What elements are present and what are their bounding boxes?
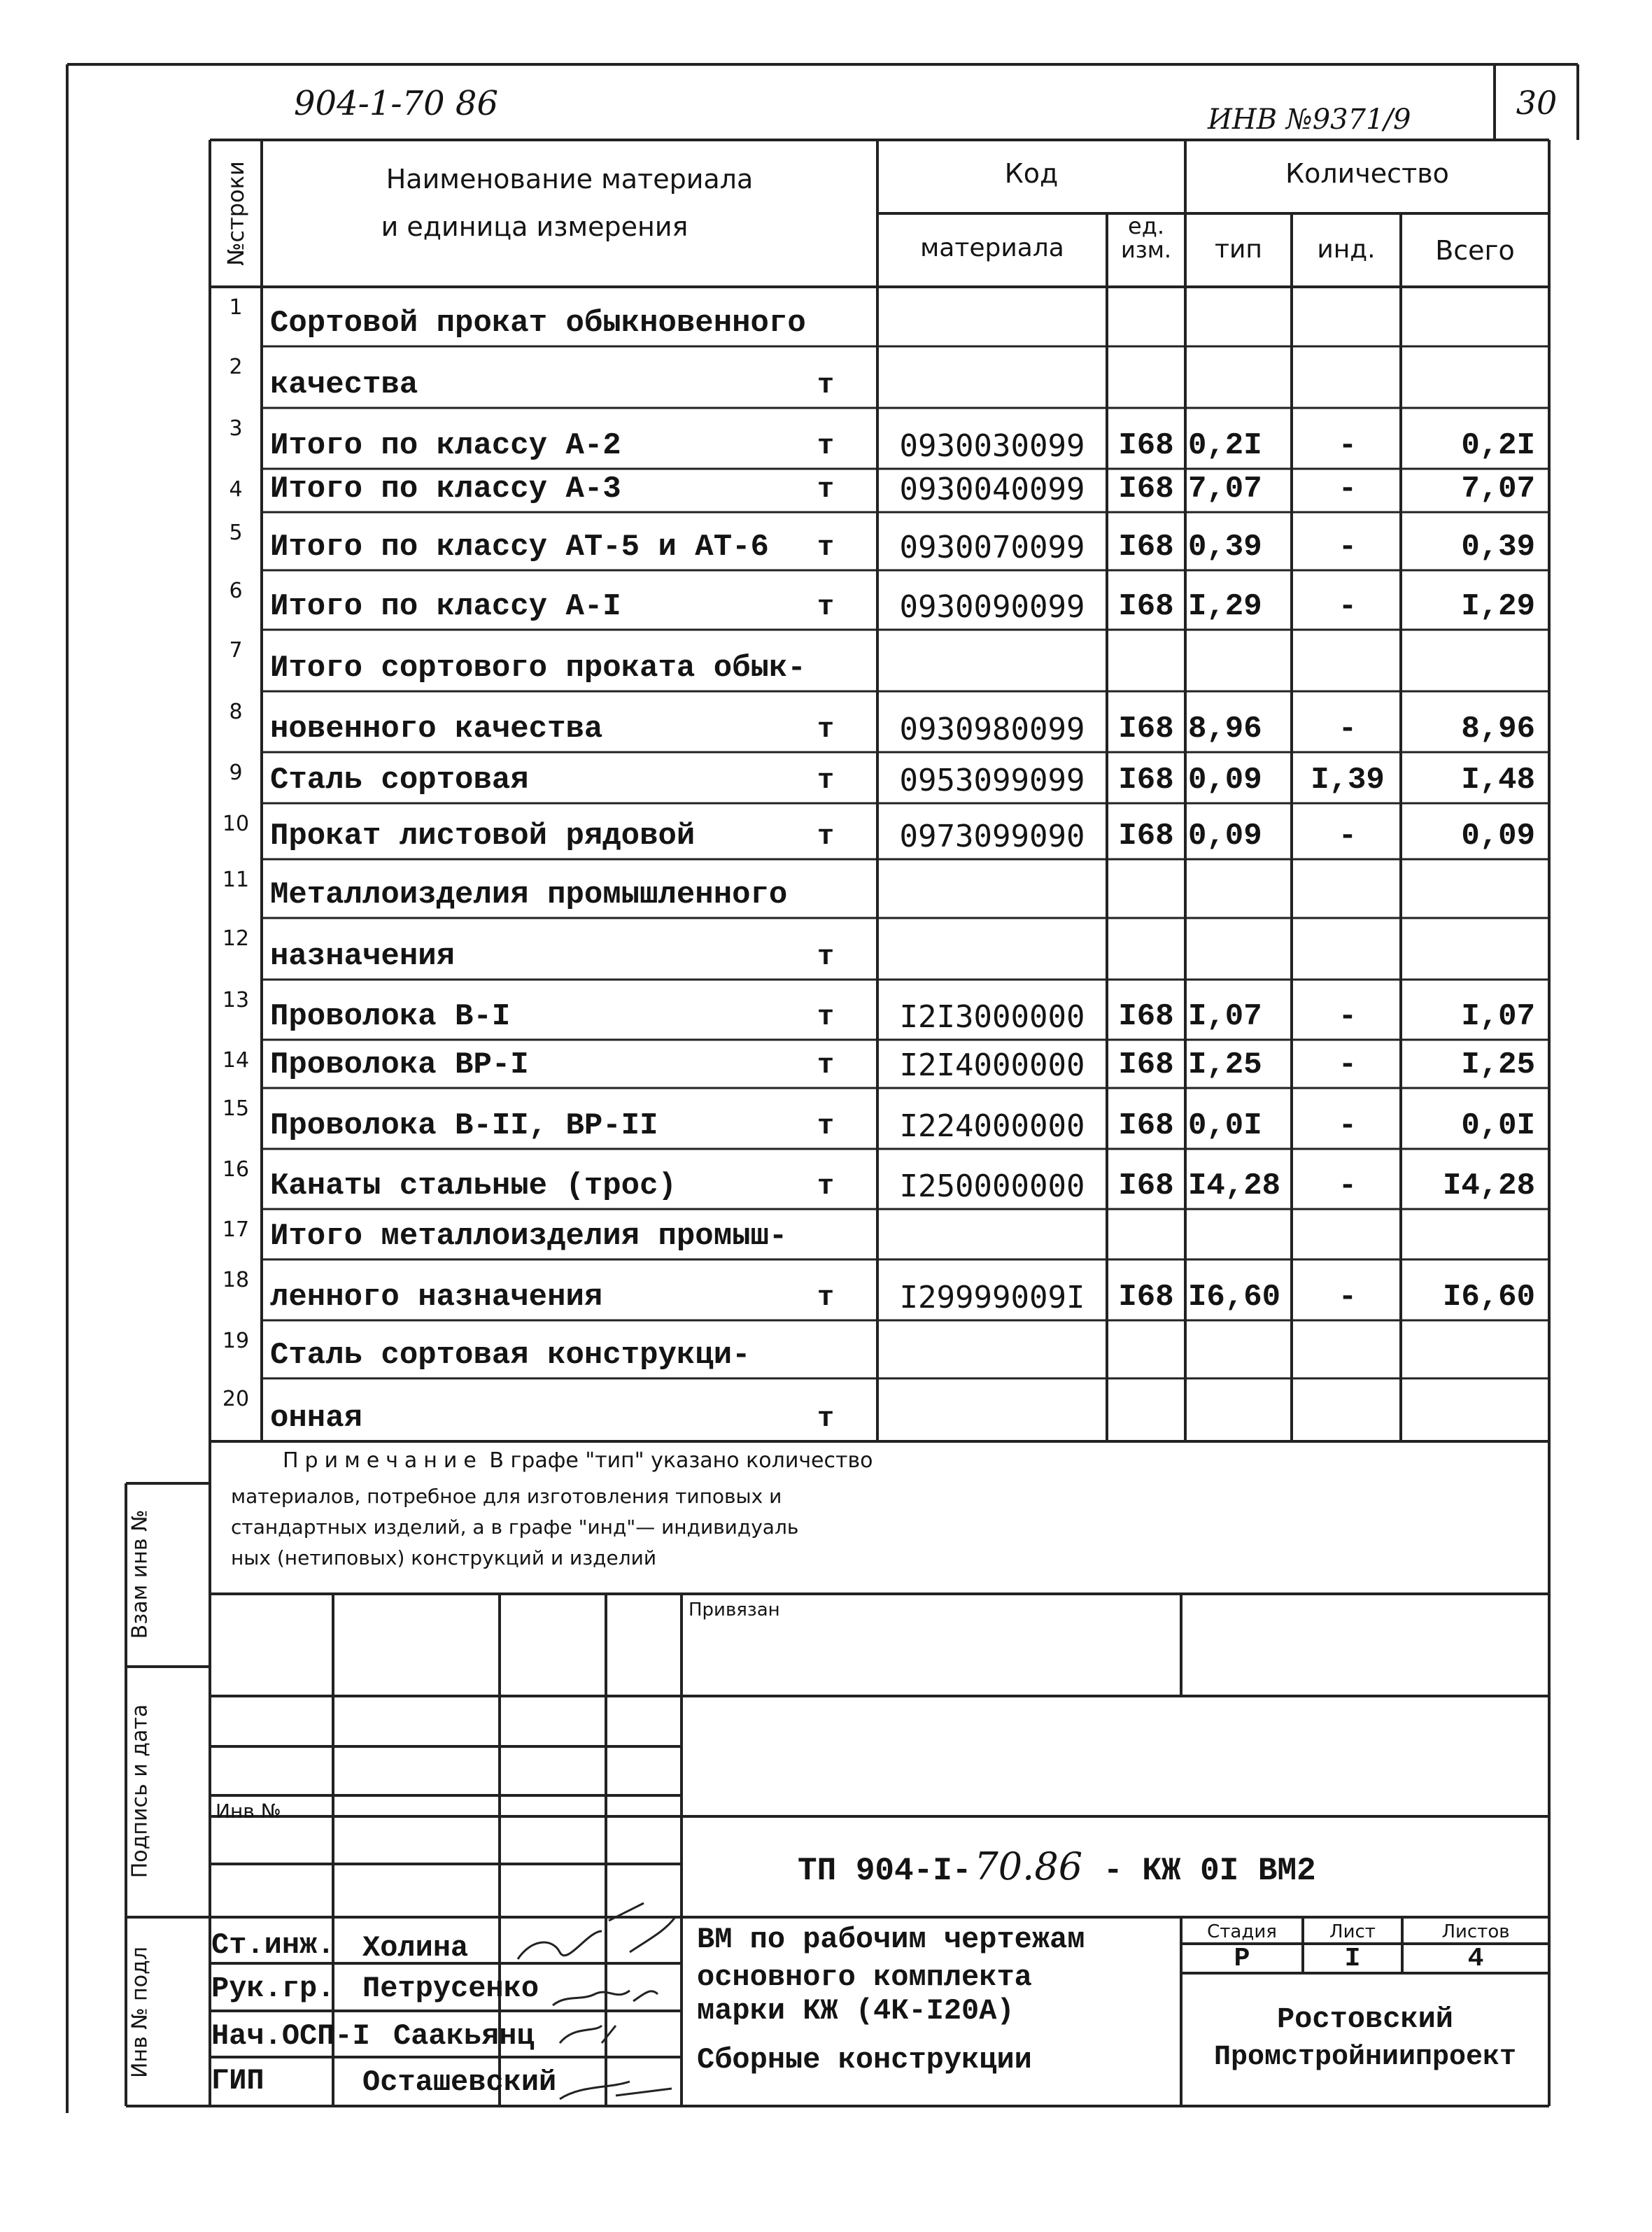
material-name: ленного назначения [270,1280,603,1315]
qty-ind: - [1338,712,1357,747]
material-name: Проволока В-II, ВР-II [270,1108,658,1143]
qty-type: I,07 [1188,999,1262,1034]
qty-type: 0,09 [1188,819,1262,854]
material-code: 0930040099 [899,472,1085,507]
designation [798,1844,1316,1889]
name-header-line2: и единица измерения [381,211,689,242]
qty-ind: - [1338,1168,1357,1203]
material-name: Сталь сортовая [270,763,529,798]
inventory-number: ИНВ №9371/9 [1208,104,1411,136]
qty-total: I,29 [1461,589,1535,624]
staff-name-2: Петрусенко [362,1972,539,2005]
unit-code: I68 [1118,763,1174,798]
material-name: Сталь сортовая конструкци- [270,1338,751,1373]
material-name: Прокат листовой рядовой [270,819,696,854]
qty-ind: - [1338,999,1357,1034]
unit-symbol: т [817,431,834,462]
row-number: 11 [222,868,250,892]
unit-symbol: т [817,1283,834,1314]
code-group-header: Код [1004,158,1059,189]
material-name: Итого по классу А-I [270,589,621,624]
unit-symbol: т [817,942,834,973]
unit-symbol: т [817,370,834,402]
row-number: 2 [229,355,243,379]
unit-code: I68 [1118,530,1174,565]
row-number: 10 [222,812,250,836]
qty-ind: I,39 [1311,763,1385,798]
note-title: Примечание [283,1448,483,1473]
unit-symbol: т [817,474,834,506]
qty-total: 0,2I [1461,428,1535,463]
unit-symbol: т [817,714,834,746]
qty-total: I6,60 [1442,1280,1535,1315]
code-material-header: материала [920,234,1064,262]
qty-ind: - [1338,1108,1357,1143]
qty-total: I4,28 [1442,1168,1535,1203]
material-code: I224000000 [899,1108,1085,1144]
qty-type: 0,0I [1188,1108,1262,1143]
qty-type: I,25 [1188,1047,1262,1082]
unit-code: I68 [1118,1108,1174,1143]
page-number: 30 [1516,84,1558,122]
qty-ind: - [1338,530,1357,565]
designation-suffix: - КЖ 0I ВМ2 [1103,1853,1316,1889]
staff-role-1: Ст.инж. [211,1928,335,1962]
material-code: 0930980099 [899,712,1085,747]
note-line1 [283,1448,873,1473]
row-number: 14 [222,1048,250,1073]
unit-code: I68 [1118,428,1174,463]
unit-symbol: т [817,1404,834,1435]
material-code: 0973099090 [899,819,1085,854]
designation-prefix: ТП 904-I- [798,1853,972,1889]
unit-code: I68 [1118,1280,1174,1315]
qty-type: 0,09 [1188,763,1262,798]
side-label-signature-date: Подпись и дата [127,1704,153,1879]
staff-role-3: Нач.ОСП-I [211,2019,370,2053]
unit-code: I68 [1118,472,1174,507]
title-line2: основного комплекта [697,1961,1032,1994]
material-name: Канаты стальные (трос) [270,1168,677,1203]
unit-symbol: т [817,821,834,853]
material-name: онная [270,1401,363,1436]
row-number: 6 [229,579,243,603]
title-line4: Сборные конструкции [697,2043,1032,2077]
side-label-replace-inv: Взам инв № [127,1509,153,1639]
qty-ind: - [1338,589,1357,624]
title-line1: ВМ по рабочим чертежам [697,1923,1085,1956]
title-line3: марки КЖ (4К-I20А) [697,1994,1015,2028]
staff-name-1: Холина [362,1931,469,1965]
row-number: 9 [229,761,243,785]
qty-type: I6,60 [1188,1280,1281,1315]
material-name: Итого по классу АТ-5 и АТ-6 [270,530,769,565]
sheets-header: Листов [1441,1921,1510,1942]
row-number-header: №строки [223,161,249,266]
material-code: I2I4000000 [899,1047,1085,1083]
qty-total: 0,39 [1461,530,1535,565]
qty-total: I,48 [1461,763,1535,798]
unit-symbol: т [817,1171,834,1203]
qty-ind: - [1338,472,1357,507]
material-code: 0930070099 [899,530,1085,565]
row-number: 3 [229,416,243,441]
qty-ind: - [1338,1047,1357,1082]
unit-symbol: т [817,765,834,797]
material-code: 0953099099 [899,763,1085,798]
sheet-header: Лист [1329,1921,1376,1942]
unit-code: I68 [1118,589,1174,624]
qty-type: I,29 [1188,589,1262,624]
qty-ind: - [1338,1280,1357,1315]
material-name: Металлоизделия промышленного [270,877,788,912]
material-name: новенного качества [270,712,603,747]
material-name: Итого по классу А-2 [270,428,621,463]
material-code: 0930030099 [899,428,1085,464]
row-number: 12 [222,926,250,951]
row-number: 18 [222,1268,250,1292]
qty-total: 7,07 [1461,472,1535,507]
material-name: Итого по классу А-3 [270,472,621,507]
material-name: качества [270,367,418,402]
material-name: Итого металлоизделия промыш- [270,1219,788,1254]
privyazan-label: Привязан [689,1599,780,1620]
row-number: 1 [229,295,243,320]
qty-ind: - [1338,819,1357,854]
material-name: назначения [270,939,456,974]
unit-code: I68 [1118,819,1174,854]
qty-total: I,25 [1461,1047,1535,1082]
qty-type: I4,28 [1188,1168,1281,1203]
staff-name-4: Осташевский [362,2065,557,2099]
material-code: 0930090099 [899,589,1085,625]
qty-type: 0,2I [1188,428,1262,463]
material-name: Сортовой прокат обыкновенного [270,306,806,341]
row-number: 20 [222,1387,250,1411]
code-unit-header: ед. изм. [1120,213,1172,263]
material-code: I2I3000000 [899,999,1085,1035]
organization-line2: Промстройниипроект [1213,2042,1517,2073]
row-number: 5 [229,521,243,545]
material-name: Проволока В-I [270,999,511,1034]
quantity-group-header: Количество [1285,158,1449,189]
material-name: Проволока ВР-I [270,1047,529,1082]
unit-symbol: т [817,1050,834,1082]
qty-type-header: тип [1215,235,1262,264]
unit-code: I68 [1118,1168,1174,1203]
staff-name-3: Саакьянц [393,2019,535,2053]
unit-code: I68 [1118,999,1174,1034]
row-number: 19 [222,1329,250,1353]
stage-value: Р [1234,1944,1250,1974]
qty-total: 0,09 [1461,819,1535,854]
staff-role-4: ГИП [211,2064,264,2098]
qty-total: I,07 [1461,999,1535,1034]
inv-no-label: Инв № [216,1800,281,1823]
qty-type: 7,07 [1188,472,1262,507]
note-text1: В графе "тип" указано количество [482,1448,873,1473]
qty-total-header: Всего [1435,235,1515,266]
unit-symbol: т [817,1111,834,1143]
qty-total: 0,0I [1461,1108,1535,1143]
row-number: 13 [222,988,250,1012]
row-number: 16 [222,1157,250,1182]
row-number: 15 [222,1096,250,1121]
row-number: 17 [222,1217,250,1242]
material-code: I29999009I [899,1280,1085,1315]
unit-symbol: т [817,532,834,564]
material-code: I250000000 [899,1168,1085,1204]
unit-code: I68 [1118,1047,1174,1082]
stage-header: Стадия [1207,1921,1277,1942]
sheet-value: I [1344,1944,1361,1974]
sheets-value: 4 [1467,1944,1484,1974]
unit-code: I68 [1118,712,1174,747]
qty-ind-header: инд. [1317,235,1376,264]
material-name: Итого сортового проката обык- [270,651,806,686]
doc-code: 904-1-70 86 [294,84,499,123]
qty-total: 8,96 [1461,712,1535,747]
row-number: 4 [229,477,243,502]
designation-handwritten: 70.86 [974,1844,1083,1888]
row-number: 8 [229,700,243,724]
note-line4: ных (нетиповых) конструкций и изделий [231,1546,657,1569]
qty-type: 0,39 [1188,530,1262,565]
unit-symbol: т [817,592,834,623]
unit-symbol: т [817,1002,834,1033]
qty-ind: - [1338,428,1357,463]
note-line3: стандартных изделий, а в графе "инд"— индивидуаль [231,1516,799,1539]
note-line2: материалов, потребное для изготовления типовых и [231,1485,782,1508]
qty-type: 8,96 [1188,712,1262,747]
row-number: 7 [229,638,243,663]
side-label-original-inv: Инв № подл [127,1947,153,2078]
organization-line1: Ростовский [1276,2003,1454,2036]
staff-role-2: Рук.гр. [211,1972,335,2005]
name-header-line1: Наименование материала [386,164,754,195]
